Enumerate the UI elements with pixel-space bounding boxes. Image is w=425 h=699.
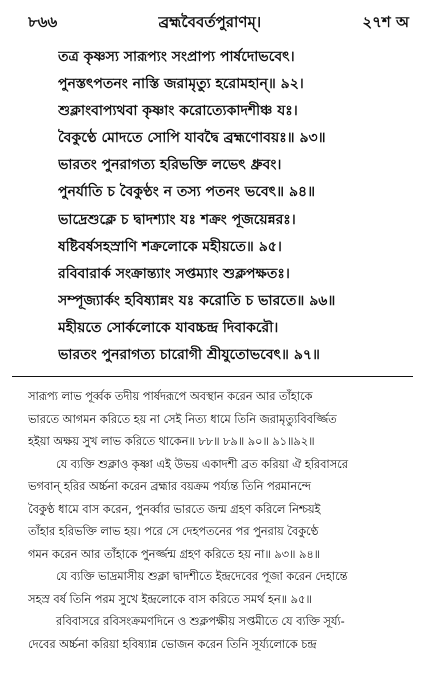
verse-line: ষষ্টিবর্ষসহস্রাণি শক্রলোকে মহীয়তে॥ ৯৫।	[58, 238, 282, 255]
verse-line: রবিবারার্ক সংক্রান্ত্যাং সপ্তম্যাং শুক্লপক্ষতঃ।	[58, 265, 290, 282]
commentary-line: সহস্র বর্ষ তিনি পরম সুখে ইন্দ্রলোকে বাস করিতে সমর্থ হন॥ ৯৫॥	[28, 592, 312, 606]
verse-line: ভারতং পুনরাগত্য চারোগী শ্রীযুতোভবেৎ॥ ৯৭॥	[58, 347, 320, 364]
chapter-label: ২৭শ অ	[362, 12, 409, 31]
verse-line: মহীয়তে সোর্কলোকে যাবচ্চন্দ্র দিবাকরৌ।	[58, 319, 279, 336]
commentary-line: দেবের অর্চ্চনা করিয়া হবিষ্যান্ন ভোজন করেন তিনি সূর্য্যলোকে চন্দ্র	[28, 637, 317, 651]
commentary-line: ভগবান্ হরির অর্চ্চনা করেন ব্রহ্মার বয়ক্রম পর্য্যন্ত তিনি পরমানন্দে	[28, 480, 311, 493]
verse-line: শুক্লাংবাপ্যথবা কৃষ্ণাং করোত্যেকাদশীঞ্চ যঃ।	[58, 103, 298, 120]
verse-line: ভারতং পুনরাগত্য হরিভক্তি লভেৎ ধ্রুবং।	[58, 157, 282, 174]
commentary-line: হইয়া অক্ষয় সুখ লাভ করিতে থাকেন॥ ৮৮॥ ৮৯॥ ৯০॥ ৯১॥৯২॥	[28, 435, 315, 448]
section-divider	[12, 376, 413, 377]
verse-line: পুনস্তৎপতনং নাস্তি জরামৃত্যু হরোমহান্॥ ৯২।	[58, 76, 304, 93]
commentary-line: তাঁহার হরিভক্তি লাভ হয়। পরে সে দেহপতনের পর পুনরায় বৈকুণ্ঠে	[28, 525, 319, 538]
bengali-commentary	[28, 386, 416, 656]
commentary-line: বৈকুণ্ঠ ধামে বাস করেন, পুনর্ব্বার ভারতে জন্ম গ্রহণ করিলে নিশ্চয়ই	[28, 502, 321, 516]
verse-line: ভাদ্রেশুক্লে চ দ্বাদশ্যাং যঃ শক্রং পূজয়েন্নরঃ।	[58, 211, 296, 228]
sanskrit-verses	[58, 44, 408, 369]
page-number: ৮৬৬	[28, 12, 58, 31]
commentary-line: যে ব্যক্তি শুক্লাও কৃষ্ণা এই উভয় একাদশী ব্রত করিয়া ঐ হরিবাসরে	[56, 457, 348, 471]
commentary-line: গমন করেন আর তাঁহাকে পুনর্জ্জন্ম গ্রহণ করিতে হয় না॥ ৯৩॥ ৯৪॥	[28, 547, 321, 561]
commentary-line: রবিবাসরে রবিসংক্রমণদিনে ও শুক্লপক্ষীয় সপ্তমীতে যে ব্যক্তি সূর্য্য-	[56, 615, 345, 628]
commentary-line: যে ব্যক্তি ভাদ্রমাসীয় শুক্লা দ্বাদশীতে ইন্দ্রদেবের পূজা করেন দেহান্তে	[56, 570, 348, 583]
page-title: ব্রহ্মবৈবর্তপুরাণম্।	[158, 12, 262, 31]
page-header	[28, 12, 409, 34]
verse-line: সম্পূজ্যার্কং হবিষ্যান্নং যঃ করোতি চ ভারতে॥ ৯৬॥	[58, 292, 336, 309]
verse-line: তত্র কৃষ্ণস্য সারূপ্যং সংপ্রাপ্য পার্ষদোভবেৎ।	[58, 49, 295, 65]
commentary-line: ভারতে আগমন করিতে হয় না সেই নিত্য ধামে তিনি জরামৃত্যুবিবর্জ্জিত	[28, 412, 337, 426]
verse-line: পুনর্যাতি চ বৈকুণ্ঠং ন তস্য পতনং ভবেৎ॥ ৯৪॥	[58, 184, 316, 201]
verse-line: বৈকুণ্ঠে মোদতে সোপি যাবদ্বৈ ব্রহ্মণোবয়ঃ॥ ৯৩॥	[58, 130, 326, 147]
commentary-line: সারূপ্য লাভ পূর্ব্বক তদীয় পার্ষদরূপে অবস্থান করেন আর তাঁহাকে	[28, 390, 313, 403]
